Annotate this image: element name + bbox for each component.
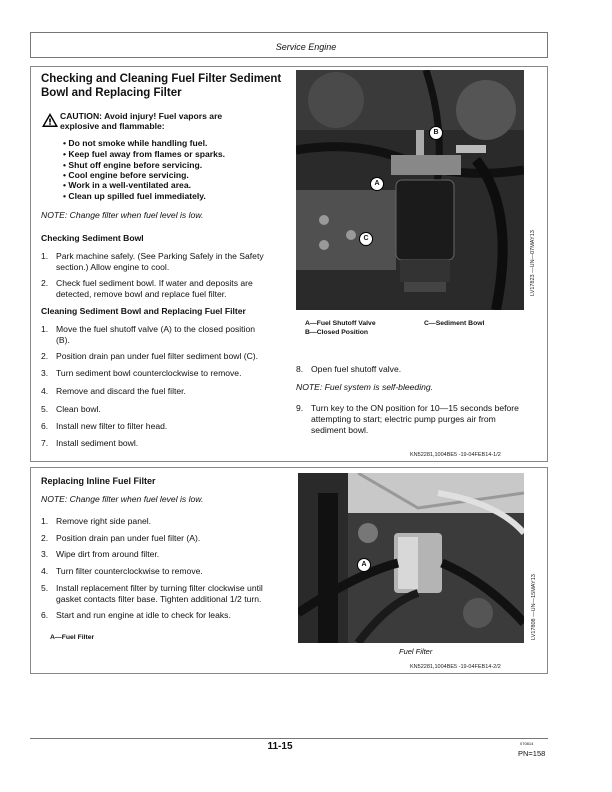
- inline-filter-illustration: [298, 473, 524, 643]
- fuel-filter-photo: [296, 70, 524, 310]
- note-change-filter-2: NOTE: Change filter when fuel level is low.: [41, 494, 204, 504]
- section2-title: Replacing Inline Fuel Filter: [41, 476, 156, 486]
- step-item: 9. Turn key to the ON position for 10—15 seconds before attempting to start; electric pump purges air from sediment bowl.: [296, 403, 519, 435]
- legend-fuel-filter: A—Fuel Filter: [50, 634, 95, 641]
- caution-line2: explosive and flammable:: [60, 121, 165, 131]
- pn-number: PN=158: [518, 749, 546, 758]
- callout-a-inline: A: [357, 558, 371, 572]
- step-item: 1. Move the fuel shutoff valve (A) to the closed position (B).: [41, 324, 256, 345]
- inline-fuel-filter-photo: [298, 473, 524, 643]
- footer-rule: [30, 738, 548, 739]
- legend-a: A—Fuel Shutoff Valve: [305, 320, 376, 327]
- bullet-item: • Cool engine before servicing.: [63, 170, 189, 180]
- step-item: 2. Check fuel sediment bowl. If water and deposits are detected, remove bowl and replace fuel filter.: [41, 278, 253, 299]
- callout-c: C: [359, 232, 373, 246]
- engine-illustration: [296, 70, 524, 310]
- callout-b: B: [429, 126, 443, 140]
- header-title: Service Engine: [275, 42, 337, 52]
- footer-small-code: 070814: [520, 741, 534, 746]
- caption-fuel-filter: Fuel Filter: [399, 647, 433, 656]
- note-change-filter: NOTE: Change filter when fuel level is low.: [41, 210, 204, 220]
- doc-code-2: KN52281,1004BE5 -19-04FEB14-2/2: [410, 664, 501, 670]
- bullet-item: • Work in a well-ventilated area.: [63, 180, 191, 190]
- section1-title-line1: Checking and Cleaning Fuel Filter Sediment: [41, 73, 282, 85]
- bullet-item: • Shut off engine before servicing.: [63, 160, 203, 170]
- subheading-cleaning-bowl: Cleaning Sediment Bowl and Replacing Fuel Filter: [41, 306, 246, 316]
- section1-title-line2: Bowl and Replacing Filter: [41, 87, 182, 99]
- caution-line1: CAUTION: Avoid injury! Fuel vapors are: [60, 111, 223, 121]
- page-number: 11-15: [267, 741, 293, 752]
- legend-c: C—Sediment Bowl: [424, 320, 485, 327]
- caution-icon: [42, 113, 58, 127]
- image-code-2: LV17808 —UN—15MAY13: [531, 574, 537, 640]
- callout-a: A: [370, 177, 384, 191]
- bullet-item: • Do not smoke while handling fuel.: [63, 138, 208, 148]
- subheading-checking-bowl: Checking Sediment Bowl: [41, 233, 144, 243]
- doc-code-1: KN52281,1004BE5 -19-04FEB14-1/2: [410, 452, 501, 458]
- step-item: 1. Park machine safely. (See Parking Safely in the Safety section.) Allow engine to cool.: [41, 251, 264, 272]
- step-item: 5. Install replacement filter by turning filter clockwise until gasket contacts filter base. Tighten additional 1/2 turn.: [41, 583, 263, 604]
- bullet-item: • Keep fuel away from flames or sparks.: [63, 149, 226, 159]
- note-self-bleeding: NOTE: Fuel system is self-bleeding.: [296, 382, 434, 392]
- legend-b: B—Closed Position: [305, 329, 369, 336]
- image-code-1: LV17823 —UN—07MAY13: [530, 230, 536, 296]
- bullet-item: • Clean up spilled fuel immediately.: [63, 191, 206, 201]
